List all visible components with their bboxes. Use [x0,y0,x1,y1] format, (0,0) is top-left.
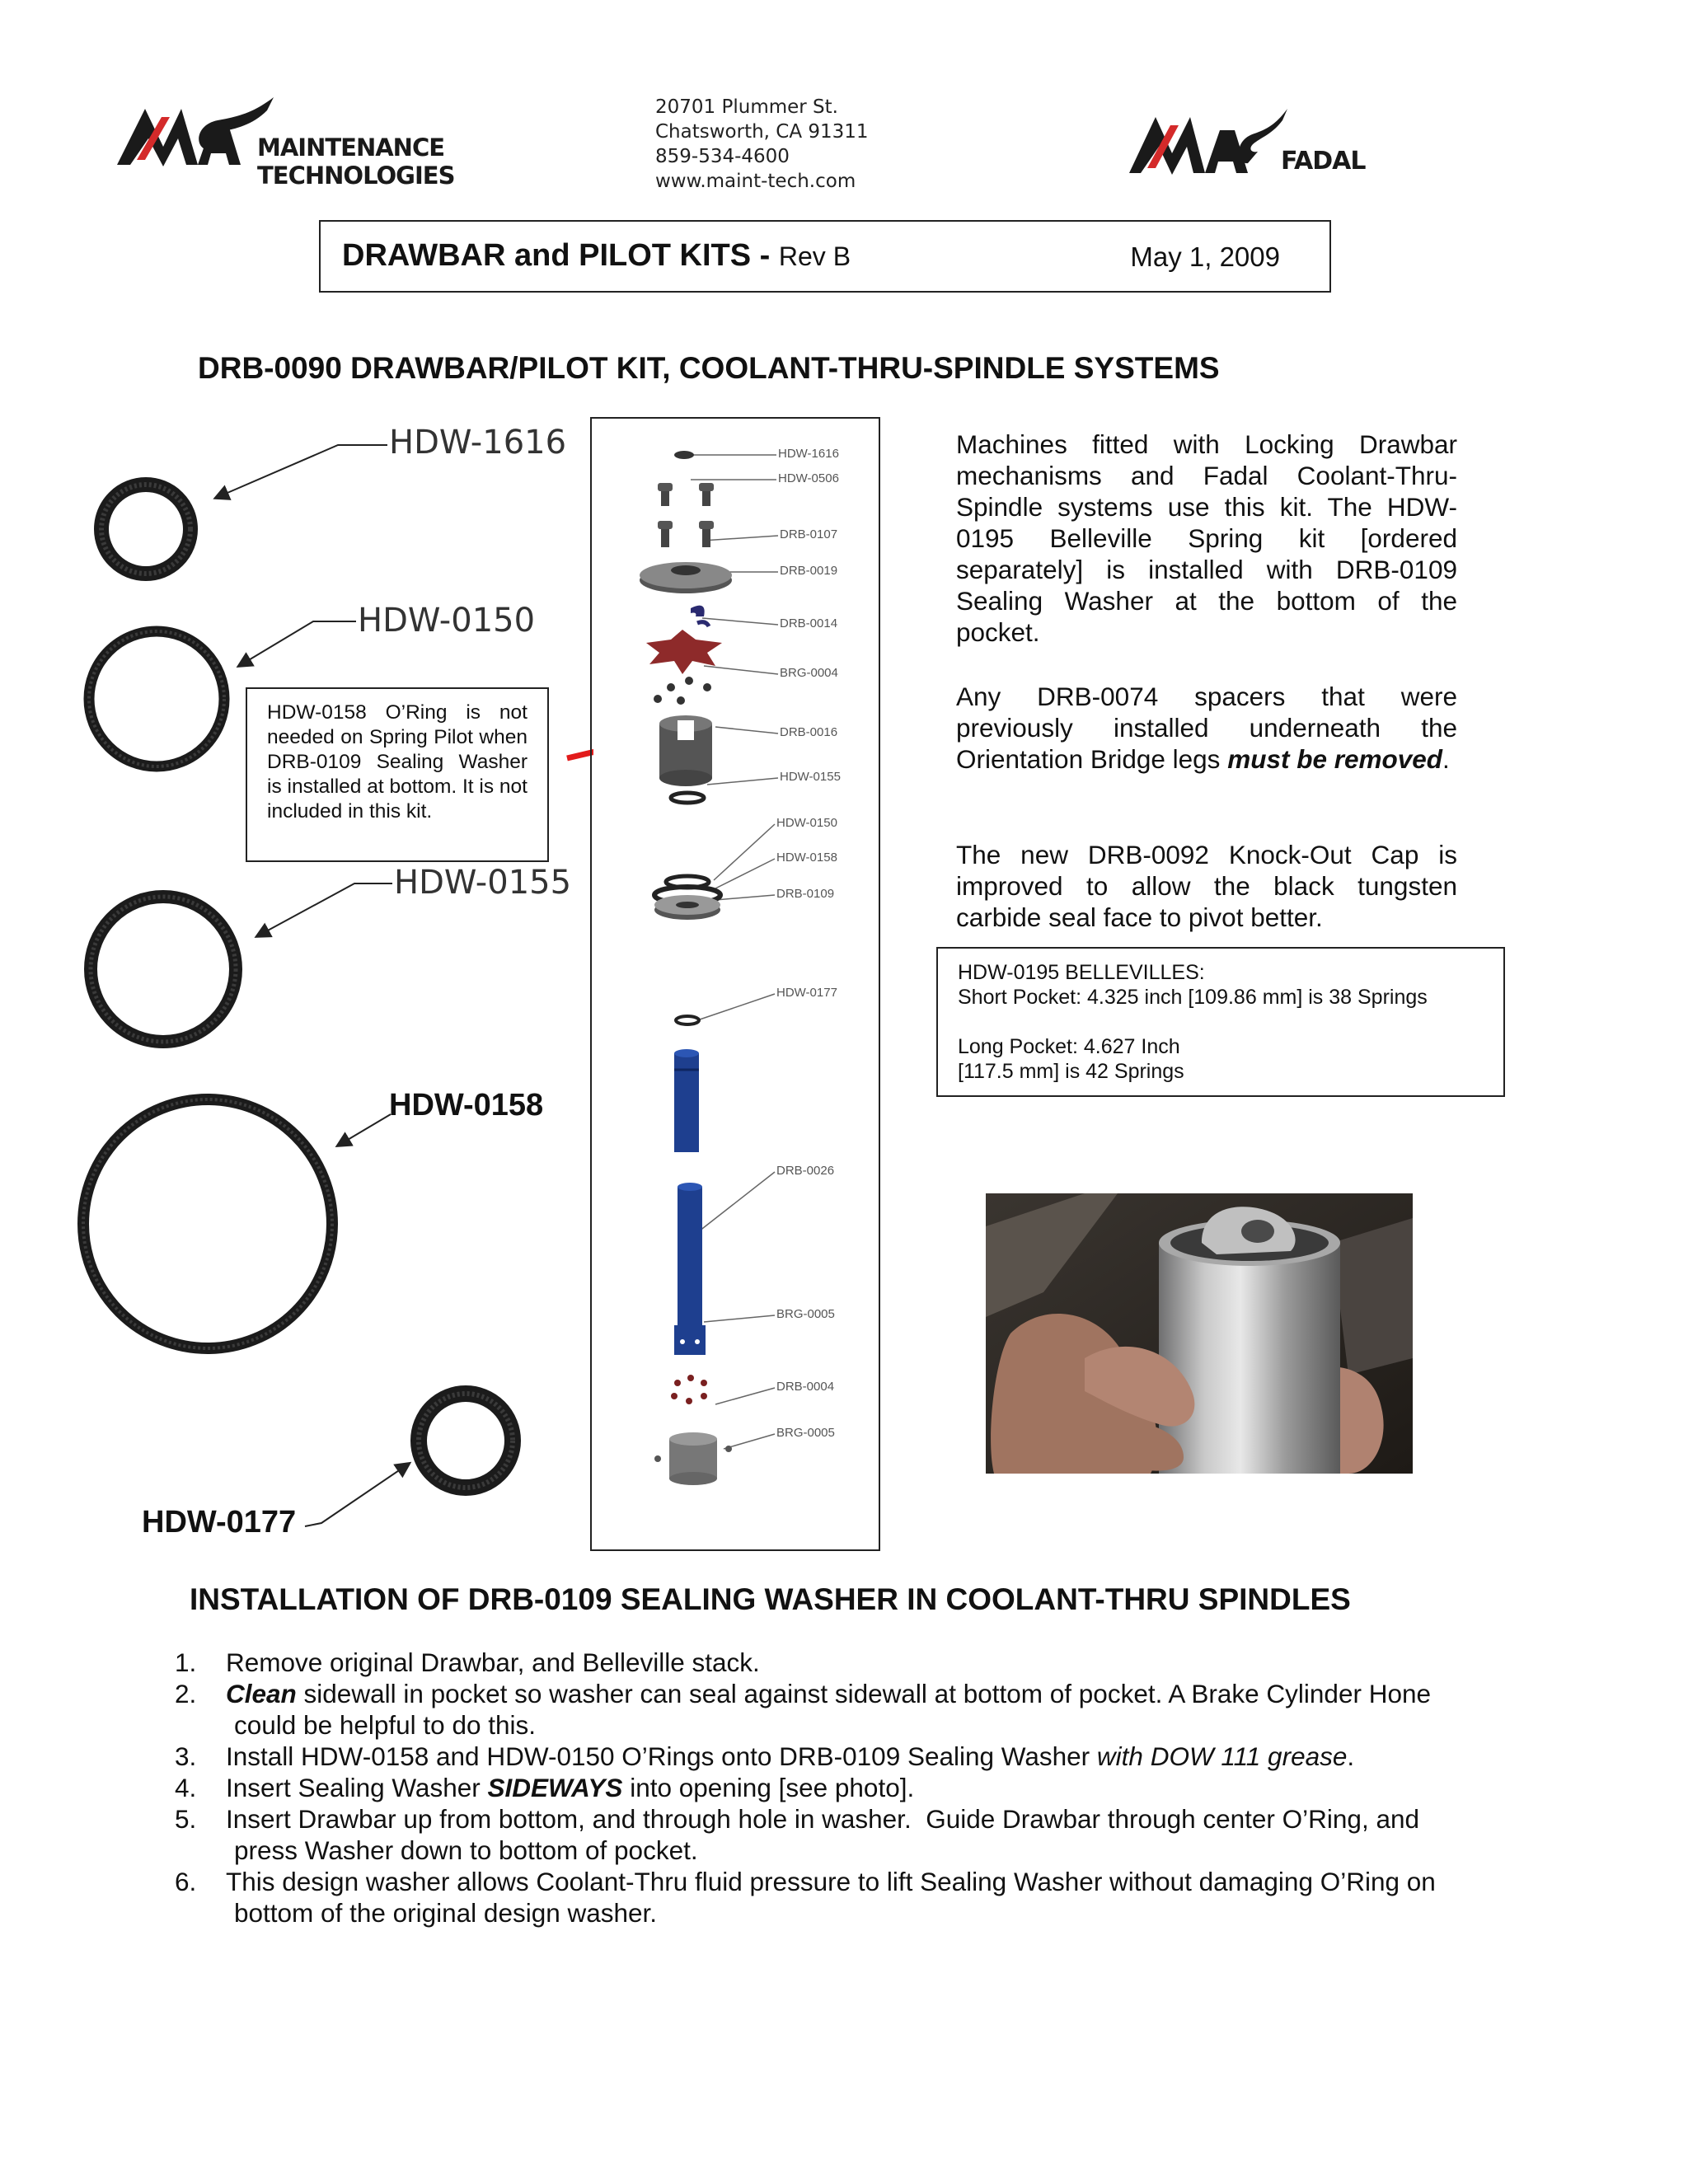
spacer-text-end: . [1442,744,1450,774]
address-line: 859-534-4600 [655,146,790,167]
title-dash: - [751,238,779,273]
step-text: This design washer allows Coolant-Thru fluid pressure to lift Sealing Washer without damaging O’Ring on [226,1867,1436,1896]
step-number: 4. [175,1773,197,1802]
step-number: 2. [175,1679,197,1708]
oring-hdw-1616-icon [101,445,387,574]
list-item [175,1647,1526,1678]
belleville-spec-box [936,947,1505,1097]
exploded-assembly-diagram [590,417,880,1551]
left-logo-text: MAINTENANCE TECHNOLOGIES [257,134,455,190]
oring-label-hdw-0158: HDW-0158 [389,1088,544,1122]
spacer-text: Any DRB-0074 spacers that were previously installed underneath the Orientation Bridge legs [956,682,1457,774]
oring-label-hdw-0177: HDW-0177 [142,1505,297,1540]
washer-insertion-photo [986,1193,1413,1474]
spacer-removal-paragraph [956,681,1457,775]
kit-description-paragraph: Machines fitted with Locking Drawbar mechanisms and Fadal Coolant-Thru-Spindle systems use this kit. The HDW-0195 Belleville Spring kit [ordered separately] is installed with DRB-0109 Sealing Washer at the bottom of the pocket. [956,429,1457,647]
step-text: Insert Drawbar up from bottom, and through hole in washer. Guide Drawbar through center O’Ring, and [226,1804,1420,1834]
spec-long-pocket-count: [117.5 mm] is 42 Springs [958,1060,1184,1083]
right-logo-text: FADAL [1281,147,1366,176]
mag-logo-icon [112,92,277,175]
diagram-part-label: BRG-0004 [780,666,838,680]
step-text: Insert Sealing Washer [226,1773,488,1802]
step-number: 5. [175,1804,197,1834]
oring-hdw-0177-icon [305,1394,513,1526]
diagram-part-label: DRB-0004 [776,1380,835,1394]
spec-short-pocket: Short Pocket: 4.325 inch [109.86 mm] is 38 Springs [958,986,1428,1009]
diagram-part-label: HDW-0506 [778,471,839,485]
step-continuation: press Washer down to bottom of pocket. [234,1835,698,1865]
step-continuation: bottom of the original design washer. [234,1898,658,1928]
mag-fadal-logo-icon [1124,102,1289,181]
diagram-part-label: DRB-0016 [780,725,838,739]
document-title-box [319,220,1331,293]
address-line: www.maint-tech.com [655,171,856,192]
step-italic: with DOW 111 grease [1096,1741,1348,1771]
diagram-part-label: HDW-1616 [778,447,839,461]
address-line: Chatsworth, CA 91311 [655,121,869,143]
diagram-part-label: HDW-0155 [780,770,841,784]
diagram-part-label: HDW-0177 [776,986,837,1000]
oring-hdw-0155-icon [91,883,392,1042]
installation-section-heading: INSTALLATION OF DRB-0109 SEALING WASHER IN COOLANT-THRU SPINDLES [190,1582,1351,1616]
list-item [175,1678,1526,1741]
document-title [342,238,851,274]
title-text: DRAWBAR and PILOT KITS [342,238,752,273]
list-item [175,1772,1526,1803]
document-date: May 1, 2009 [1130,241,1280,272]
step-number: 1. [175,1647,197,1677]
spec-title: HDW-0195 BELLEVILLES: [958,961,1205,984]
step-text: Remove original Drawbar, and Belleville stack. [226,1647,760,1677]
diagram-part-label: DRB-0109 [776,887,835,901]
list-item [175,1866,1526,1929]
oring-label-hdw-1616: HDW-1616 [389,424,567,462]
spec-long-pocket: Long Pocket: 4.627 Inch [958,1035,1180,1058]
emphasis-text: must be removed [1227,744,1443,774]
step-number: 3. [175,1741,197,1771]
diagram-part-label: BRG-0005 [776,1307,835,1321]
oring-illustrations [0,412,593,1549]
installation-steps-list [175,1647,1526,1929]
revision: Rev B [778,241,851,271]
step-text: Install HDW-0158 and HDW-0150 O’Rings onto DRB-0109 Sealing Washer [226,1741,1097,1771]
diagram-part-label: HDW-0158 [776,851,837,865]
diagram-part-label: DRB-0014 [780,616,838,630]
company-address [655,95,869,194]
step-text: sidewall in pocket so washer can seal against sidewall at bottom of pocket. A Brake Cylinder Hone [296,1679,1432,1708]
step-continuation: could be helpful to do this. [234,1710,537,1740]
kit-section-heading: DRB-0090 DRAWBAR/PILOT KIT, COOLANT-THRU-SPINDLE SYSTEMS [198,351,1220,385]
step-emphasis: SIDEWAYS [487,1773,623,1802]
list-item [175,1741,1526,1772]
oring-hdw-0158-icon [83,1099,391,1348]
diagram-part-label: HDW-0150 [776,816,837,830]
diagram-part-label: DRB-0026 [776,1164,835,1178]
diagram-part-label: DRB-0107 [780,527,838,541]
exploded-parts-icon [592,419,879,1549]
step-emphasis: Clean [226,1679,297,1708]
oring-label-hdw-0150: HDW-0150 [358,602,536,640]
mag-fadal-logo [1124,102,1366,181]
oring-note-box: HDW-0158 O’Ring is not needed on Spring Pilot when DRB-0109 Sealing Washer is installed at bottom. It is not included in this kit. [246,687,549,862]
step-number: 6. [175,1867,197,1896]
step-tail: into opening [see photo]. [622,1773,915,1802]
diagram-part-label: BRG-0005 [776,1426,835,1440]
diagram-part-label: DRB-0019 [780,564,838,578]
photo-image-icon [986,1193,1413,1474]
list-item [175,1803,1526,1866]
step-tail: . [1347,1741,1355,1771]
address-line: 20701 Plummer St. [655,96,838,118]
mag-maintenance-logo [112,92,557,190]
knockout-cap-paragraph: The new DRB-0092 Knock-Out Cap is improved to allow the black tungsten carbide seal face to pivot better. [956,840,1457,932]
oring-label-hdw-0155: HDW-0155 [394,864,572,902]
